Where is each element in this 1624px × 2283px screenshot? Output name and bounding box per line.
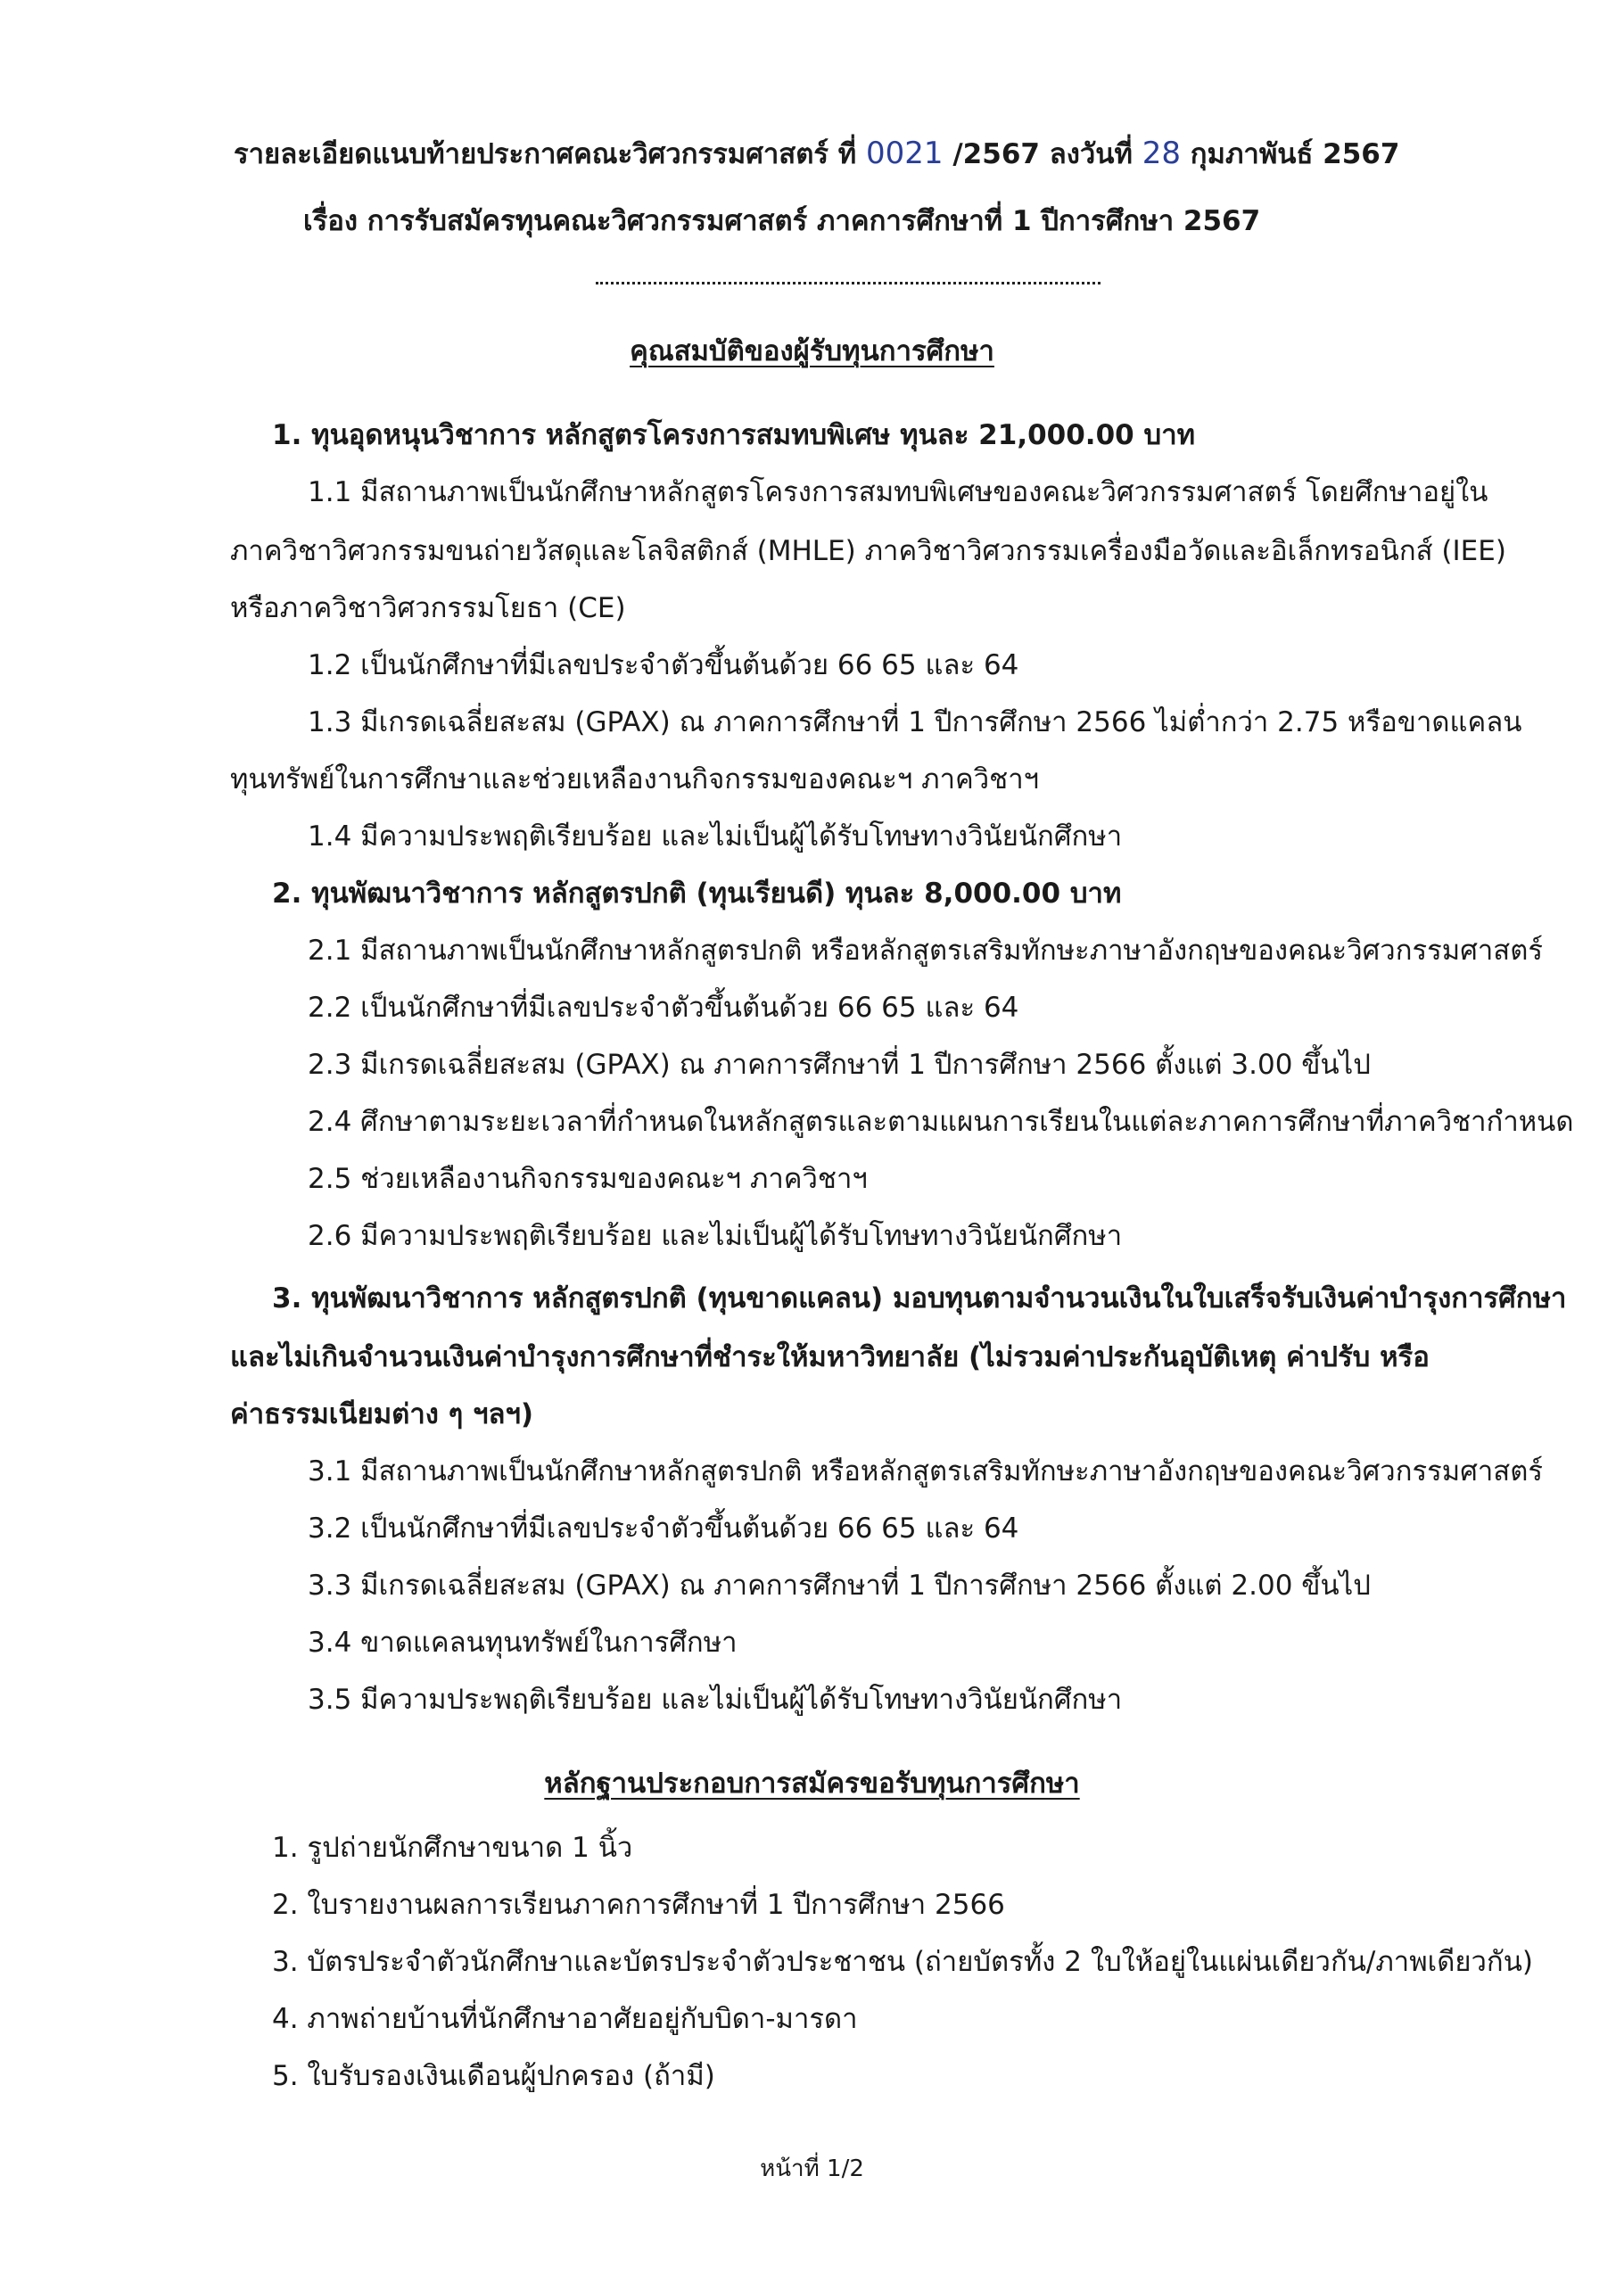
section-title-documents: หลักฐานประกอบการสมัครขอรับทุนการศึกษา (544, 1768, 1080, 1800)
item-1-3-b: ทุนทรัพย์ในการศึกษาและช่วยเหลืองานกิจกรรมของคณะฯ ภาควิชาฯ (230, 763, 1040, 795)
item-1-3-a: 1.3 มีเกรดเฉลี่ยสะสม (GPAX) ณ ภาคการศึกษาที่ 1 ปีการศึกษา 2566 ไม่ต่ำกว่า 2.75 หรือขาดแคลน (308, 706, 1522, 738)
item-1-1-a: 1.1 มีสถานภาพเป็นนักศึกษาหลักสูตรโครงการสมทบพิเศษของคณะวิศวกรรมศาสตร์ โดยศึกษาอยู่ใน (308, 476, 1488, 508)
item-1-4: 1.4 มีความประพฤติเรียบร้อย และไม่เป็นผู้ได้รับโทษทางวินัยนักศึกษา (308, 820, 1123, 853)
item-2-6: 2.6 มีความประพฤติเรียบร้อย และไม่เป็นผู้ได้รับโทษทางวินัยนักศึกษา (308, 1220, 1123, 1252)
item-3-1: 3.1 มีสถานภาพเป็นนักศึกษาหลักสูตรปกติ หรือหลักสูตรเสริมทักษะภาษาอังกฤษของคณะวิศวกรรมศาสตร์ (308, 1455, 1543, 1488)
item-2-2: 2.2 เป็นนักศึกษาที่มีเลขประจำตัวขึ้นต้นด้วย 66 65 และ 64 (308, 992, 1019, 1024)
section-title-qualifications: คุณสมบัติของผู้รับทุนการศึกษา (630, 335, 994, 367)
item-3-2: 3.2 เป็นนักศึกษาที่มีเลขประจำตัวขึ้นต้นด้วย 66 65 และ 64 (308, 1512, 1019, 1545)
announcement-number: 0021 (866, 136, 944, 171)
item-1-1-b: ภาควิชาวิศวกรรมขนถ่ายวัสดุและโลจิสติกส์ (MHLE) ภาควิชาวิศวกรรมเครื่องมือวัดและอิเล็กทรอนิกส์ (IEE) (230, 535, 1506, 567)
announcement-day: 28 (1142, 136, 1181, 171)
document-item-2: 2. ใบรายงานผลการเรียนภาคการศึกษาที่ 1 ปีการศึกษา 2566 (272, 1889, 1005, 1921)
item-2-3: 2.3 มีเกรดเฉลี่ยสะสม (GPAX) ณ ภาคการศึกษาที่ 1 ปีการศึกษา 2566 ตั้งแต่ 3.00 ขึ้นไป (308, 1049, 1371, 1081)
scholarship-3-heading-c: ค่าธรรมเนียมต่าง ๆ ฯลฯ) (230, 1398, 534, 1430)
item-2-1: 2.1 มีสถานภาพเป็นนักศึกษาหลักสูตรปกติ หรือหลักสูตรเสริมทักษะภาษาอังกฤษของคณะวิศวกรรมศาสตร์ (308, 935, 1543, 967)
header-line-1: รายละเอียดแนบท้ายประกาศคณะวิศวกรรมศาสตร์ ที่ 0021 /2567 ลงวันที่ 28 กุมภาพันธ์ 2567 (234, 136, 1400, 171)
item-2-4: 2.4 ศึกษาตามระยะเวลาที่กำหนดในหลักสูตรและตามแผนการเรียนในแต่ละภาคการศึกษาที่ภาควิชากำหนด (308, 1106, 1574, 1138)
dotted-divider (596, 282, 1101, 284)
scholarship-1-heading: 1. ทุนอุดหนุนวิชาการ หลักสูตรโครงการสมทบพิเศษ ทุนละ 21,000.00 บาท (272, 419, 1196, 451)
document-item-3: 3. บัตรประจำตัวนักศึกษาและบัตรประจำตัวประชาชน (ถ่ายบัตรทั้ง 2 ใบให้อยู่ในแผ่นเดียวกัน/ภาพเดียวกัน) (272, 1946, 1533, 1978)
item-3-5: 3.5 มีความประพฤติเรียบร้อย และไม่เป็นผู้ได้รับโทษทางวินัยนักศึกษา (308, 1684, 1123, 1716)
item-2-5: 2.5 ช่วยเหลืองานกิจกรรมของคณะฯ ภาควิชาฯ (308, 1163, 868, 1195)
document-item-5: 5. ใบรับรองเงินเดือนผู้ปกครอง (ถ้ามี) (272, 2060, 715, 2092)
scholarship-3-heading-b: และไม่เกินจำนวนเงินค่าบำรุงการศึกษาที่ชำระให้มหาวิทยาลัย (ไม่รวมค่าประกันอุบัติเหตุ ค่าปรับ หรือ (230, 1341, 1430, 1373)
item-1-2: 1.2 เป็นนักศึกษาที่มีเลขประจำตัวขึ้นต้นด้วย 66 65 และ 64 (308, 649, 1019, 681)
item-1-1-c: หรือภาควิชาวิศวกรรมโยธา (CE) (230, 592, 626, 624)
item-3-3: 3.3 มีเกรดเฉลี่ยสะสม (GPAX) ณ ภาคการศึกษาที่ 1 ปีการศึกษา 2566 ตั้งแต่ 2.00 ขึ้นไป (308, 1570, 1371, 1602)
scholarship-2-heading: 2. ทุนพัฒนาวิชาการ หลักสูตรปกติ (ทุนเรียนดี) ทุนละ 8,000.00 บาท (272, 878, 1122, 910)
scholarship-3-heading-a: 3. ทุนพัฒนาวิชาการ หลักสูตรปกติ (ทุนขาดแคลน) มอบทุนตามจำนวนเงินในใบเสร็จรับเงินค่าบำรุงการศึกษา (272, 1282, 1567, 1315)
page-number: หน้าที่ 1/2 (760, 2155, 864, 2182)
item-3-4: 3.4 ขาดแคลนทุนทรัพย์ในการศึกษา (308, 1627, 738, 1659)
header-line-2: เรื่อง การรับสมัครทุนคณะวิศวกรรมศาสตร์ ภาคการศึกษาที่ 1 ปีการศึกษา 2567 (303, 205, 1261, 237)
document-item-4: 4. ภาพถ่ายบ้านที่นักศึกษาอาศัยอยู่กับบิดา-มารดา (272, 2003, 858, 2035)
document-item-1: 1. รูปถ่ายนักศึกษาขนาด 1 นิ้ว (272, 1832, 633, 1864)
